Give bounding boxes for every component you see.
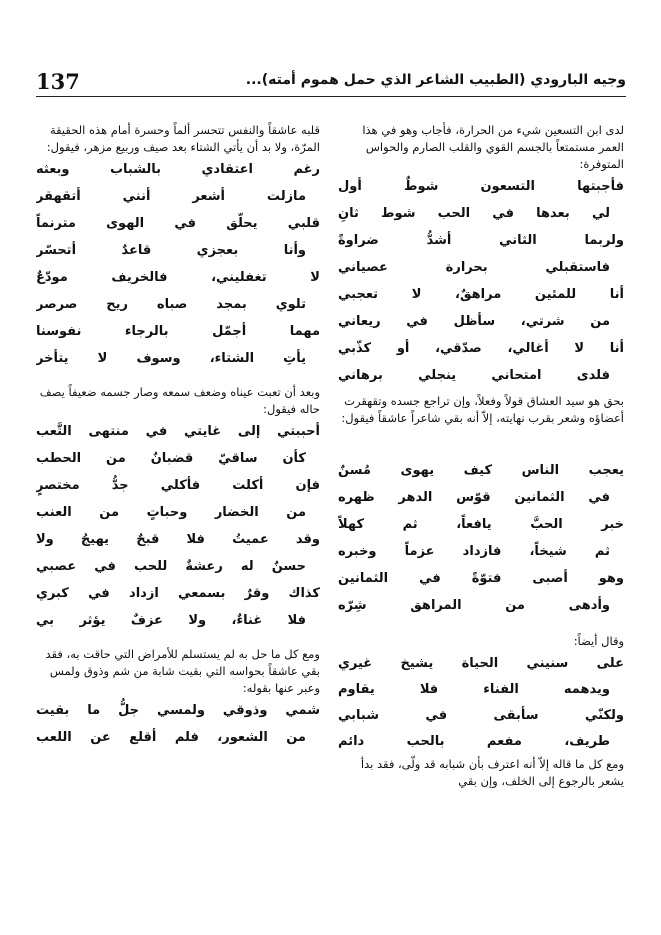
left-second-paragraph: ومع كل ما حل به لم يستسلم للأمراض التي حاقت به، فقد بقي عاشقاً بحواسه التي بقيت شابة من شم وذوق ولمس وعبر عنها بقوله:: [45, 647, 320, 695]
verse-line: مازلت أشعر أنني أتقهقر: [36, 189, 306, 204]
verse-line: ولربما الثاني أشدُّ ضراوةً: [338, 233, 624, 248]
left-middle-paragraph: وبعد أن تعبت عيناه وضعف سمعه وصار جسمه ضعيفاً يصف حاله فيقول:: [39, 385, 320, 416]
verse-line: ويدهمه الفناء فلا يقاوم: [338, 682, 610, 697]
verse-line: طريف، مفعم بالحب دائم: [338, 734, 610, 749]
verse-line: أحببتي إلى غايتي في منتهى التَّعب: [36, 424, 320, 439]
verse-line: على سنيني الحياة يشيخ غيري: [338, 656, 624, 671]
verse-group-6: [36, 697, 320, 751]
verse-line: حسنٌ له رعشةٌ للحب في عصبي: [36, 559, 306, 574]
verse-line: فأجبتها التسعون شوطٌ أول: [338, 179, 624, 194]
verse-group-2: [338, 457, 624, 619]
verse-line: ثم شيخاً، فازداد عزماً وخبره: [338, 544, 610, 559]
verse-line: فإن أكلت فأكلي جدُّ مختصرٍ: [36, 478, 320, 493]
verse-line: فاستقبلي بحرارة عصياني: [338, 260, 610, 275]
verse-line: شمي وذوقي ولمسي جلُّ ما بقيت: [36, 703, 320, 718]
verse-line: يعجب الناس كيف يهوى مُسنٌ: [338, 463, 624, 478]
verse-line: وأدهى من المراهق شِرّه: [338, 598, 610, 613]
verse-line: خبر الحبَّ يافعاً، ثم كهلاً: [338, 517, 624, 532]
verse-line: رغم اعتقادي بالشباب وبعثه: [36, 162, 320, 177]
verse-line: أنا لا أغالي، صدّقي، أو كذّبي: [338, 341, 624, 356]
verse-group-3: [338, 650, 624, 754]
verse-line: وأنا بعجزي قاعدٌ أتحسّر: [36, 243, 306, 258]
verse-line: ولكنّي سأبقى في شبابي: [338, 708, 624, 723]
right-ending-paragraph: ومع كل ما قاله إلاّ أنه اعترف بأن شبابه قد ولّى، فقد بدأ يشعر بالرجوع إلى الخلف، وإن بقي: [360, 757, 624, 788]
right-middle-paragraph: بحق هو سيد العشاق قولاً وفعلاً، وإن تراجع جسده وتقهقرت أعضاؤه وشعر بقرب نهايته، إلاّ أنه بقي شاعراً عاشقاً فيقول:: [341, 394, 624, 425]
verse-line: فلدى امتحاني ينجلي برهاني: [338, 368, 610, 383]
left-intro-paragraph: قلبه عاشقاً والنفس تتحسر ألماً وحسرة أمام هذه الحقيقة المرّة، ولا بد أن يأتي الشتاء بعد صيف وربيع مزهر، فيقول:: [46, 123, 320, 154]
verse-line: تلوي بمجد صباه ريح صرصر: [36, 297, 306, 312]
verse-line: لا تغفليني، فالخريف مودّعٌ: [36, 270, 320, 285]
right-intro-paragraph: لدى ابن التسعين شيء من الحرارة، فأجاب وهو في هذا العمر مستمتعاً بالجسم القوي والقلب الصارم والحواس المتوفرة:: [362, 123, 624, 171]
right-column: [338, 122, 624, 790]
verse-group-1: [338, 173, 624, 389]
verse-line: قلبي يحلّق في الهوى مترنماً: [36, 216, 320, 231]
verse-line: مهما أجمّل بالرجاء نفوسنا: [36, 324, 320, 339]
verse-line: لي بعدها في الحب شوط ثانِ: [338, 206, 610, 221]
verse-line: وقد عميتُ فلا قبحٌ يهيجُ ولا: [36, 532, 320, 547]
verse-group-4: [36, 156, 320, 372]
left-column: [36, 122, 320, 751]
verse-line: وهو أصبى فتوّةً في الثمانين: [338, 571, 624, 586]
verse-line: أنا للمئين مراهقٌ، لا تعجبي: [338, 287, 624, 302]
verse-line: من الشعور، فلم أقلع عن اللعب: [36, 730, 306, 745]
page-header: [36, 70, 626, 96]
verse-line: من شرتي، سأظل في ريعاني: [338, 314, 610, 329]
running-title: وجيه البارودي (الطبيب الشاعر الذي حمل هموم أمته)...: [245, 72, 626, 88]
page-number: 137: [36, 69, 80, 94]
verse-line: فلا غناءٌ، ولا عزفٌ يؤثر بي: [36, 613, 306, 628]
verse-group-5: [36, 418, 320, 634]
verse-line: في الثمانين قوّس الدهر ظهره: [338, 490, 610, 505]
verse-line: كذاك وقرٌ بسمعي ازداد في كبري: [36, 586, 320, 601]
header-rule: [36, 96, 626, 97]
verse-line: يأتِ الشتاء، وسوف لا يتأخر: [36, 351, 306, 366]
verse-line: كأن ساقيّ قضبانٌ من الحطب: [36, 451, 306, 466]
verse-line: من الخضار وحباتٍ من العنب: [36, 505, 306, 520]
also-said-label: وقال أيضاً:: [573, 634, 624, 648]
